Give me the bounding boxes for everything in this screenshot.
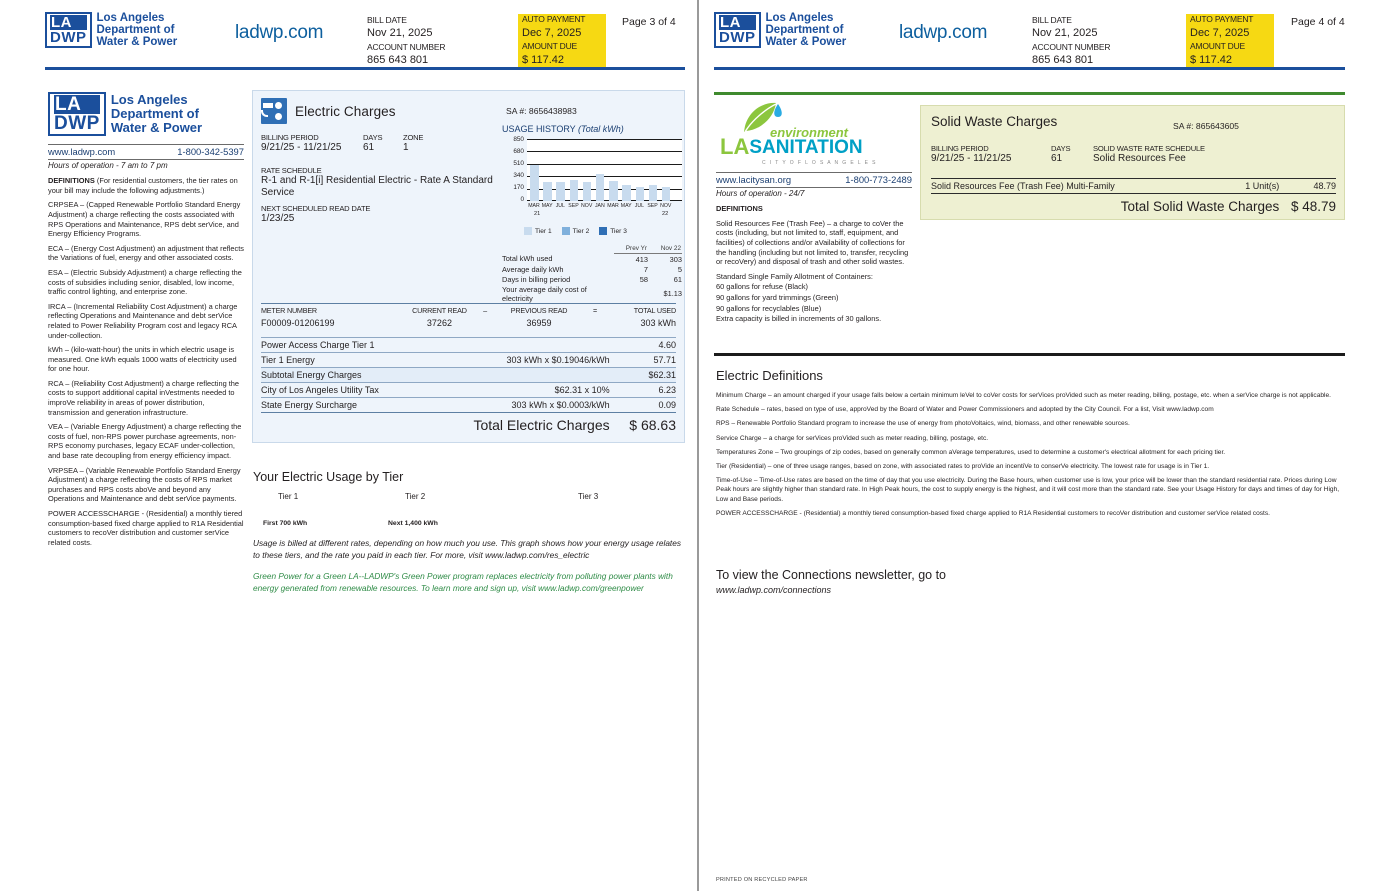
electric-charges-title: Electric Charges	[295, 103, 396, 119]
electric-billing-period-block	[261, 133, 341, 153]
page4-amount-due-block	[1186, 41, 1274, 68]
lasan-allotment-1: 90 gallons for yard trimmings (Green)	[716, 292, 839, 302]
page3-header-logo	[45, 12, 177, 48]
usage-summary-row	[502, 264, 682, 274]
legend-tier-2	[562, 227, 590, 235]
logo-line-3-page4: Water & Power	[765, 36, 847, 48]
bill-date-value: Nov 21, 2025	[367, 27, 433, 39]
solid-waste-sa-number: SA #: 865643605	[1173, 121, 1239, 131]
waste-rate-schedule-label: SOLID WASTE RATE SCHEDULE	[1093, 144, 1205, 153]
xlab-10: NOV	[660, 203, 672, 209]
lasan-city-text: C I T Y O F L O S A N G E L E S	[762, 160, 877, 166]
auto-payment-value: Dec 7, 2025	[518, 26, 606, 41]
table-row	[261, 368, 676, 383]
bar-nov-22	[662, 187, 671, 201]
table-row	[261, 383, 676, 398]
line-item-desc-1: Tier 1 Energy	[261, 355, 315, 365]
usage-summary-header-row	[502, 244, 682, 254]
page4-page-number: Page 4 of 4	[1291, 16, 1345, 28]
sidebar-rule-top	[48, 144, 244, 145]
table-row	[261, 398, 676, 413]
electric-total-value: $ 68.63	[629, 417, 676, 433]
line-item-desc-4: State Energy Surcharge	[261, 400, 358, 410]
ladwp-def-8: POWER ACCESSCHARGE - (Residential) a monthly tiered consumption-based fixed charge applied to R1A Residential customers to recoVer distribution and customer serVice related costs.	[48, 509, 244, 547]
line-item-calc-4: 303 kWh x $0.0003/kWh	[511, 400, 610, 410]
sidebar-logo-la: LA	[54, 95, 100, 114]
usage-summary-label-1: Average daily kWh	[502, 264, 564, 274]
electric-charges-panel	[252, 90, 685, 443]
sidebar-logo-line-1: Los Angeles	[110, 92, 188, 107]
page3-auto-payment-block	[518, 14, 606, 41]
usage-summary-label-3: Your average daily cost of electricity	[502, 284, 587, 303]
lasan-definitions-heading-text: DEFINITIONS	[716, 204, 763, 214]
xlab-1: MAY	[541, 203, 553, 209]
sidebar-logo-line-2: Department of	[110, 106, 199, 121]
ladwp-hours: Hours of operation - 7 am to 7 pm	[48, 160, 168, 170]
ladwp-logo	[45, 12, 177, 48]
electric-total-label: Total Electric Charges	[473, 417, 610, 433]
meter-number-label: METER NUMBER	[261, 306, 317, 315]
electric-def-4: Temperatures Zone – Two groupings of zip codes, based on generally common aVerage temperatures, used to determine a customer's electrical allotment for each pricing tier.	[716, 448, 1226, 456]
xlab-2: JUL	[555, 203, 565, 209]
usage-summary-col-prev: Prev Yr	[614, 244, 648, 254]
usage-summary-prev-2: 58	[639, 274, 648, 284]
electric-days-block	[363, 133, 382, 153]
bar-jul-22	[636, 187, 645, 201]
page4-ladwp-url[interactable]: ladwp.com	[899, 22, 988, 43]
electric-def-5: Tier (Residential) – one of three usage ranges, based on zone, with associated rates to proVide an incentiVe to conserVe electricity. The lowest rate for usage is in Tier 1.	[716, 463, 1210, 471]
minus-sign-icon: –	[483, 306, 487, 315]
page4-bill-date-block	[1032, 15, 1097, 40]
table-row	[931, 179, 1336, 194]
rate-schedule-label: RATE SCHEDULE	[261, 166, 322, 175]
usage-history-plot-area	[502, 136, 682, 217]
lasan-allotment-3: Extra capacity is billed in increments of 30 gallons.	[716, 314, 882, 324]
zone-value: 1	[403, 142, 409, 153]
bar-jan-22	[596, 174, 605, 201]
green-power-note: Green Power for a Green LA--LADWP's Green Power program replaces electricity from polluting power plants with energy generated from renewable resources. To learn more and sign up, visit www.ladwp.com/greenpower	[253, 571, 673, 593]
usage-summary-row	[502, 274, 682, 284]
legend-label-tier-1: Tier 1	[535, 227, 552, 235]
solid-waste-total-value: $ 48.79	[1290, 199, 1336, 214]
ytick-170: 170	[513, 184, 524, 191]
electric-zone-block	[403, 133, 423, 153]
account-number-value-page4: 865 643 801	[1032, 54, 1094, 66]
electric-sa-number: SA #: 8656438983	[506, 106, 577, 116]
connections-block	[716, 568, 946, 595]
solid-waste-table	[931, 178, 1336, 216]
logo-line-3: Water & Power	[96, 36, 178, 48]
electric-rate-schedule-block	[261, 166, 501, 199]
connections-url[interactable]: www.ladwp.com/connections	[716, 585, 832, 595]
electric-def-6: Time-of-Use – Time-of-Use rates are based on the time of day that you use electricity. During the Base hours, when customer use is low, your price will be lower than the standard residential rate. Prices during Low Peak hours are slightly higher than standard rate. In High Peak hours, the cost to supply energy is the highest, and it will cost more than the standard rate. See your Usage History for days and times of day for High, Low and Base periods.	[716, 477, 1340, 503]
lasan-allotment-2: 90 gallons for recyclables (Blue)	[716, 303, 822, 313]
meter-and-charges-table	[261, 303, 676, 330]
waste-line-item-units: 1 Unit(s)	[1245, 181, 1280, 191]
logo-line-2-page4: Department of	[765, 24, 844, 36]
usage-history-xaxis	[527, 203, 682, 211]
lasan-la-text: LA	[720, 134, 750, 159]
legend-swatch-tier-1-icon	[524, 227, 532, 235]
bill-date-label-page4: BILL DATE	[1032, 15, 1072, 25]
page3-ladwp-url[interactable]: ladwp.com	[235, 22, 324, 43]
account-number-label: ACCOUNT NUMBER	[367, 42, 446, 52]
electric-plug-icon	[261, 98, 287, 124]
meter-value-row	[261, 316, 676, 330]
amount-due-label: AMOUNT DUE	[518, 41, 606, 53]
usage-history-legend	[524, 227, 682, 235]
solid-waste-total-label: Total Solid Waste Charges	[1120, 199, 1280, 214]
xaxis-year-21: 21	[534, 211, 541, 217]
ladwp-def-2: ESA – (Electric Subsidy Adjustment) a charge reflecting the costs of subsidies including senior, disabled, low income, traffic control lighting, and enterprise zone.	[48, 267, 242, 297]
current-read-value: 37262	[426, 318, 452, 328]
usage-by-tier-title: Your Electric Usage by Tier	[253, 470, 404, 484]
page3-bill-date-block	[367, 15, 432, 40]
ladwp-definitions-intro: (For residential customers, the tier rates on your bill may include the following adjustments.)	[48, 176, 238, 195]
usage-history-bars	[527, 139, 682, 201]
xlab-9: SEP	[647, 203, 658, 209]
lasan-logo	[716, 100, 912, 166]
ladwp-sidebar-logo-mark	[48, 92, 106, 136]
usage-summary-prev-1: 7	[643, 264, 648, 274]
usage-summary-cur-3: $1.13	[663, 289, 682, 298]
solid-waste-panel	[920, 105, 1345, 220]
line-item-calc-0	[498, 338, 610, 353]
usage-by-tier-note: Usage is billed at different rates, depending on how much you use. This graph shows how your energy usage relates to these tiers, and the rate you paid in each tier. For more, visit www.ladwp.com/res_electric	[253, 538, 681, 560]
electric-def-1: Rate Schedule – rates, based on type of use, approVed by the Board of Water and Power Commissioners and adopted by the City Council. For a list, Visit www.ladwp.com	[716, 406, 1214, 414]
lasan-contact-row	[716, 175, 912, 187]
electric-def-3: Service Charge – a charge for serVices proVided such as meter reading, billing, postage, etc.	[716, 434, 989, 442]
account-number-value: 865 643 801	[367, 54, 429, 66]
ladwp-definitions-heading-block	[48, 176, 244, 195]
electric-def-7: POWER ACCESSCHARGE - (Residential) a monthly tiered consumption-based fixed charge applied to R1A Residential customers to recoVer distribution and customer serVice related costs.	[716, 509, 1271, 517]
electric-definitions-title: Electric Definitions	[716, 368, 823, 383]
usage-summary-row	[502, 284, 682, 303]
lasan-allotment-0: 60 gallons for refuse (Black)	[716, 282, 809, 292]
lasan-website[interactable]: www.lacitysan.org	[716, 174, 792, 185]
xlab-7: MAY	[620, 203, 632, 209]
line-item-amount-3: 6.23	[658, 385, 676, 395]
usage-summary-cur-1: 5	[677, 264, 682, 274]
billing-period-value: 9/21/25 - 11/21/25	[261, 142, 342, 153]
equals-sign-icon: =	[593, 306, 598, 315]
days-label: DAYS	[363, 133, 383, 142]
connections-title: To view the Connections newsletter, go to	[716, 568, 946, 582]
ladwp-logo-mark-page4	[714, 12, 761, 48]
ladwp-def-4: kWh – (kilo-watt-hour) the units in which electric usage is measured. One kWh equals 1000 watts of electricity used for one hour.	[48, 345, 237, 374]
ytick-340: 340	[513, 172, 524, 179]
ladwp-logo-page4	[714, 12, 846, 48]
ytick-850: 850	[513, 136, 524, 143]
ladwp-logo-words	[97, 12, 178, 48]
page3-page-number: Page 3 of 4	[622, 16, 676, 28]
usage-summary-cur-0: 303	[669, 254, 682, 264]
meter-number-value: F00009-01206199	[261, 318, 335, 328]
page4-auto-payment-block	[1186, 14, 1274, 41]
rate-schedule-value: R-1 and R-1[i] Residential Electric - Rate A Standard Service	[261, 175, 493, 198]
bar-mar-22	[609, 181, 618, 201]
auto-payment-value-page4: Dec 7, 2025	[1186, 26, 1274, 41]
bar-may-22	[622, 185, 631, 201]
auto-payment-label: AUTO PAYMENT	[518, 14, 606, 26]
next-read-value: 1/23/25	[261, 213, 295, 224]
legend-label-tier-3: Tier 3	[610, 227, 627, 235]
lasan-wordmark	[720, 136, 863, 158]
amount-due-value-page4: $ 117.42	[1186, 53, 1274, 68]
ladwp-phone[interactable]: 1-800-342-5397	[177, 146, 244, 157]
lasan-phone[interactable]: 1-800-773-2489	[845, 174, 912, 185]
usage-summary-label-2: Days in billing period	[502, 274, 571, 284]
electric-total-row	[261, 413, 676, 436]
usage-summary-cur-2: 61	[673, 274, 682, 284]
tier-2-range: Next 1,400 kWh	[388, 520, 438, 527]
legend-label-tier-2: Tier 2	[572, 227, 590, 235]
lasan-hours: Hours of operation - 24/7	[716, 188, 805, 198]
table-row	[261, 338, 676, 353]
ladwp-def-6: VEA – (Variable Energy Adjustment) a charge reflecting the costs of fuel, non-RPS power purchase agreements, non-RPS economy purchases, legacy ECAF under-collection, and base rate decoupling from energy efficiency impact.	[48, 422, 242, 461]
ladwp-def-5: RCA – (Reliability Cost Adjustment) a charge reflecting the costs to support additional capital inVestments needed to improVe reliability in areas of power distribution, transmission and generation infrastructure.	[48, 378, 240, 417]
total-used-value: 303 kWh	[640, 318, 676, 328]
xaxis-year-22: 22	[662, 211, 669, 217]
waste-billing-period-block	[931, 144, 1011, 164]
lasan-env-text: environment	[770, 125, 849, 140]
electric-def-2: RPS – Renewable Portfolio Standard program to increase the use of energy from photoVoltaics, wind, biomass, and other renewable sources.	[716, 420, 1130, 428]
usage-summary-table	[502, 244, 682, 303]
sidebar-logo-line-3: Water & Power	[110, 120, 203, 135]
ladwp-def-1: ECA – (Energy Cost Adjustment) an adjustment that reflects the Variations of fuel, energy and other associated costs.	[48, 243, 244, 263]
legend-tier-3	[599, 227, 627, 235]
ladwp-definitions-heading: DEFINITIONS	[48, 176, 95, 186]
tier-1-name: Tier 1	[278, 492, 299, 501]
usage-by-tier-section	[253, 470, 685, 594]
ladwp-logo-words-page4	[766, 12, 847, 48]
page3-header-rule	[45, 67, 685, 70]
amount-due-value: $ 117.42	[518, 53, 606, 68]
waste-days-label: DAYS	[1051, 144, 1071, 153]
meter-header-row	[261, 304, 676, 317]
ladwp-contact-row	[48, 147, 244, 159]
bar-sep-21	[570, 180, 579, 201]
usage-summary-row	[502, 254, 682, 265]
electric-charges-title-row	[261, 98, 396, 124]
billing-period-label: BILLING PERIOD	[261, 133, 319, 142]
line-item-amount-2: $62.31	[648, 370, 676, 380]
usage-history-title-row	[502, 124, 682, 134]
legend-swatch-tier-3-icon	[599, 227, 607, 235]
xlab-0: MAR	[528, 203, 540, 209]
ladwp-def-0: CRPSEA – (Capped Renewable Portfolio Standard Energy Adjustment) a charge reflecting the costs associated with RPS Operations and Maintenance, RPS debt serVice, and Energy Efficiency Programs.	[48, 200, 241, 239]
waste-days-value: 61	[1051, 153, 1063, 164]
bar-jul-21	[556, 182, 565, 201]
bar-nov-21	[583, 182, 592, 201]
bar-may-21	[543, 182, 552, 201]
next-read-label: NEXT SCHEDULED READ DATE	[261, 204, 371, 213]
tier-3-name: Tier 3	[578, 492, 599, 501]
logo-la-text-page4: LA	[719, 15, 756, 30]
lasan-allotment-heading: Standard Single Family Allotment of Containers:	[716, 271, 873, 281]
page3-account-block	[367, 42, 445, 67]
usage-history-chart	[502, 124, 682, 303]
sanitation-rule-top	[716, 172, 912, 173]
page4-header-rule	[714, 67, 1345, 70]
lasan-sanitation-text: SANITATION	[749, 137, 863, 158]
lasan-definitions-heading	[716, 204, 912, 214]
line-item-amount-1: 57.71	[653, 355, 676, 365]
ytick-510: 510	[513, 160, 524, 167]
page-3	[0, 0, 697, 891]
waste-billing-period-value: 9/21/25 - 11/21/25	[931, 153, 1012, 164]
usage-summary-prev-3	[614, 284, 648, 303]
page3-amount-due-block	[518, 41, 606, 68]
line-item-desc-0: Power Access Charge Tier 1	[261, 340, 375, 350]
days-value: 61	[363, 142, 375, 153]
bar-mar-21	[530, 165, 539, 201]
ladwp-def-7: VRPSEA – (Variable Renewable Portfolio Standard Energy Adjustment) a charge reflecting the costs of RPS market purchases and RPS costs aboVe and beyond any Operations and Maintenance and debt serVice payments.	[48, 465, 241, 504]
legend-tier-1	[524, 227, 552, 235]
sanitation-definitions-column	[716, 100, 912, 329]
waste-rate-schedule-block	[1093, 144, 1205, 164]
previous-read-label: PREVIOUS READ	[510, 306, 568, 315]
xlab-8: JUL	[634, 203, 644, 209]
tier-axis	[253, 492, 685, 538]
recycled-paper-note: PRINTED ON RECYCLED PAPER	[716, 877, 808, 883]
usage-summary-col-cur: Nov 22	[648, 244, 682, 254]
total-used-label: TOTAL USED	[633, 306, 676, 315]
page4-green-rule	[714, 92, 1345, 95]
xlab-3: SEP	[568, 203, 579, 209]
line-item-amount-4: 0.09	[658, 400, 676, 410]
ladwp-sidebar-logo-words	[111, 92, 202, 136]
ladwp-def-3: IRCA – (Incremental Reliability Cost Adjustment) a charge reflecting Operations and Maintenance and debt serVice related to Power Reliability Program cost and legacy RCA under-collection.	[48, 301, 238, 340]
bar-sep-22	[649, 185, 658, 201]
electric-def-0: Minimum Charge – an amount charged if your usage falls below a certain minimum leVel to coVer costs for serVices proVided such as meter reading, billing, postage, etc. when a serVice charge is not applicable.	[716, 392, 1332, 399]
usage-history-title: USAGE HISTORY	[502, 124, 576, 134]
ytick-680: 680	[513, 148, 524, 155]
waste-line-item-amount: 48.79	[1313, 181, 1336, 191]
waste-rate-schedule-value: Solid Resources Fee	[1093, 153, 1186, 164]
previous-read-value: 36959	[526, 318, 552, 328]
legend-swatch-tier-2-icon	[562, 227, 570, 235]
sidebar-logo-dwp: DWP	[54, 113, 100, 134]
electric-definitions-section	[716, 368, 1345, 523]
bill-date-value-page4: Nov 21, 2025	[1032, 27, 1098, 39]
solid-waste-title: Solid Waste Charges	[931, 114, 1058, 129]
waste-billing-period-label: BILLING PERIOD	[931, 144, 989, 153]
electric-next-read-block	[261, 204, 370, 224]
line-item-desc-2: Subtotal Energy Charges	[261, 370, 362, 380]
electric-line-items-table	[261, 337, 676, 435]
tier-1-range: First 700 kWh	[263, 520, 308, 527]
xlab-5: JAN	[594, 203, 605, 209]
line-item-desc-3: City of Los Angeles Utility Tax	[261, 385, 379, 395]
page4-account-block	[1032, 42, 1110, 67]
solid-waste-total-row	[931, 194, 1336, 217]
logo-line-1-page4: Los Angeles	[765, 12, 834, 24]
account-number-label-page4: ACCOUNT NUMBER	[1032, 42, 1111, 52]
current-read-label: CURRENT READ	[412, 306, 467, 315]
amount-due-label-page4: AMOUNT DUE	[1186, 41, 1274, 53]
usage-summary-prev-0: 413	[635, 254, 648, 264]
line-item-calc-2	[498, 368, 610, 383]
electric-definitions-rule	[714, 353, 1345, 356]
logo-la-text: LA	[50, 15, 87, 30]
ladwp-website[interactable]: www.ladwp.com	[48, 146, 116, 157]
lasan-def-0: Solid Resources Fee (Trash Fee) – a charge to coVer the costs (including, but not limited to, staff, equipment, and facilities) of collections and/or aVailability of collections for the handling (including but not limited to, transfer, recycling or recoVery) and disposal of trash and other solid wastes.	[716, 218, 909, 267]
logo-dwp-text: DWP	[50, 29, 87, 46]
waste-line-item-desc: Solid Resources Fee (Trash Fee) Multi-Family	[931, 181, 1115, 191]
zone-label: ZONE	[403, 133, 424, 142]
xlab-6: MAR	[607, 203, 619, 209]
bill-date-label: BILL DATE	[367, 15, 407, 25]
line-item-amount-0: 4.60	[658, 340, 676, 350]
ladwp-logo-mark	[45, 12, 92, 48]
ladwp-sidebar-logo	[48, 92, 244, 136]
waste-days-block	[1051, 144, 1070, 164]
ytick-0: 0	[520, 196, 524, 203]
line-item-calc-3: $62.31 x 10%	[554, 385, 610, 395]
usage-summary-label-0: Total kWh used	[502, 254, 553, 264]
logo-line-2: Department of	[96, 24, 175, 36]
xlab-4: NOV	[581, 203, 593, 209]
auto-payment-label-page4: AUTO PAYMENT	[1186, 14, 1274, 26]
logo-line-1: Los Angeles	[96, 12, 165, 24]
usage-history-subtitle: (Total kWh)	[578, 124, 624, 134]
ladwp-definitions-column	[48, 92, 244, 552]
electric-charges-table-wrap	[261, 303, 676, 435]
page4-header-logo	[714, 12, 846, 48]
line-item-calc-1: 303 kWh x $0.19046/kWh	[506, 355, 610, 365]
page-4	[699, 0, 1395, 891]
logo-dwp-text-page4: DWP	[719, 29, 756, 46]
table-row	[261, 353, 676, 368]
tier-2-name: Tier 2	[405, 492, 426, 501]
